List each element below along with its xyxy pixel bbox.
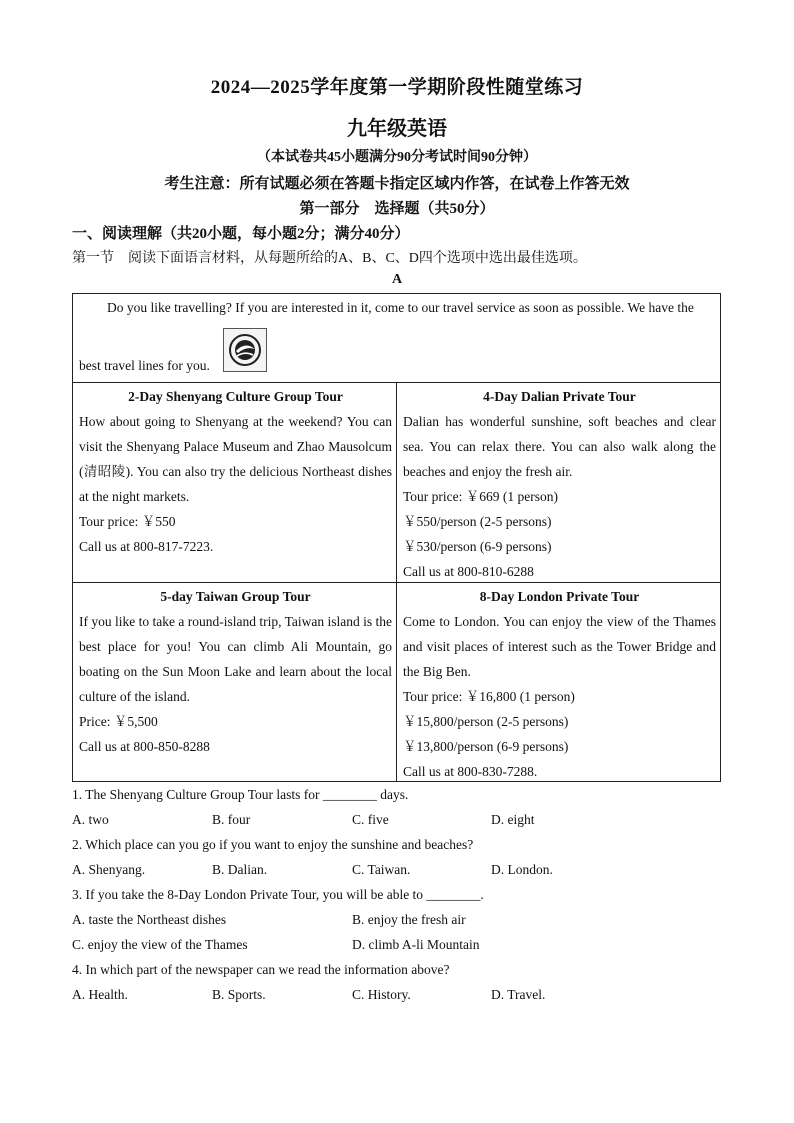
exam-note: （本试卷共45小题满分90分考试时间90分钟） [257, 150, 537, 165]
answer-option: D. Travel. [491, 987, 546, 1002]
intro-line: best travel lines for you. [79, 358, 210, 373]
exam-subtitle: 九年级英语 [347, 118, 447, 140]
section-instruction: 第一节 阅读下面语言材料，从每题所给的A、B、C、D四个选项中选出最佳选项。 [72, 251, 587, 266]
travel-logo-icon [223, 328, 267, 372]
tour-price: ￥15,800/person (2-5 persons) [403, 714, 569, 729]
tour-phone: Call us at 800-817-7223. [79, 539, 214, 554]
tour-price: Price: ￥5,500 [79, 714, 158, 729]
tour-price: Tour price: ￥669 (1 person) [403, 489, 559, 504]
answer-option: C. Taiwan. [352, 862, 411, 877]
intro-line: Do you like travelling? If you are interested in it, come to our travel service as soon as possible. We have the [107, 300, 694, 315]
question-stem: 3. If you take the 8-Day London Private Tour, you will be able to ________. [72, 887, 484, 902]
question-stem: 1. The Shenyang Culture Group Tour lasts for ________ days. [72, 787, 409, 802]
answer-option: D. London. [491, 862, 553, 877]
passage-intro [73, 294, 720, 383]
tour-phone: Call us at 800-810-6288 [403, 564, 534, 579]
part-heading: 第一部分 选择题（共50分） [299, 201, 495, 217]
tour-description: Dalian has wonderful sunshine, soft beaches and clear sea. You can relax there. You can also walk along the beaches and enjoy the fresh air. [403, 414, 716, 479]
exam-warning: 考生注意：所有试题必须在答题卡指定区域内作答，在试卷上作答无效 [164, 176, 630, 192]
tour-title: 5-day Taiwan Group Tour [160, 589, 311, 604]
tour-cell-taiwan [79, 584, 392, 759]
answer-option: C. enjoy the view of the Thames [72, 937, 248, 952]
section-title: 一、阅读理解（共20小题，每小题2分；满分40分） [72, 226, 410, 242]
tour-description: How about going to Shenyang at the weekend? You can visit the Shenyang Palace Museum and Zhao Mausolcum (清昭陵). You can also try the delicious Northeast dishes at the night markets. [79, 414, 392, 504]
tour-description: Come to London. You can enjoy the view of the Thames and visit places of interest such as the Tower Bridge and the Big Ben. [403, 614, 716, 679]
tour-title: 2-Day Shenyang Culture Group Tour [128, 389, 343, 404]
answer-option: C. five [352, 812, 389, 827]
tour-cell-shenyang [79, 384, 392, 559]
tour-price: Tour price: ￥16,800 (1 person) [403, 689, 575, 704]
answer-option: D. climb A-li Mountain [352, 937, 480, 952]
tour-cell-dalian [403, 384, 716, 584]
tour-title: 4-Day Dalian Private Tour [483, 389, 636, 404]
tour-title: 8-Day London Private Tour [479, 589, 640, 604]
answer-option: A. two [72, 812, 109, 827]
tour-price: ￥13,800/person (6-9 persons) [403, 739, 569, 754]
answer-option: A. Health. [72, 987, 128, 1002]
answer-option: B. four [212, 812, 251, 827]
answer-option: C. History. [352, 987, 411, 1002]
answer-option: D. eight [491, 812, 535, 827]
tour-phone: Call us at 800-850-8288 [79, 739, 210, 754]
tour-price: ￥530/person (6-9 persons) [403, 539, 552, 554]
question-stem: 2. Which place can you go if you want to enjoy the sunshine and beaches? [72, 837, 474, 852]
tour-price: Tour price: ￥550 [79, 514, 176, 529]
answer-option: A. Shenyang. [72, 862, 146, 877]
tour-description: If you like to take a round-island trip, Taiwan island is the best place for you! You can climb Ali Mountain, go boating on the Sun Moon Lake and learn about the local culture of the island. [79, 614, 392, 704]
tour-cell-london [403, 584, 716, 784]
answer-option: B. enjoy the fresh air [352, 912, 466, 927]
tour-phone: Call us at 800-830-7288. [403, 764, 538, 779]
answer-option: B. Sports. [212, 987, 266, 1002]
tour-price: ￥550/person (2-5 persons) [403, 514, 552, 529]
question-stem: 4. In which part of the newspaper can we read the information above? [72, 962, 450, 977]
answer-option: A. taste the Northeast dishes [72, 912, 227, 927]
exam-title: 2024—2025学年度第一学期阶段性随堂练习 [210, 77, 584, 98]
passage-label: A [391, 272, 403, 287]
answer-option: B. Dalian. [212, 862, 268, 877]
tour-table [72, 293, 721, 782]
